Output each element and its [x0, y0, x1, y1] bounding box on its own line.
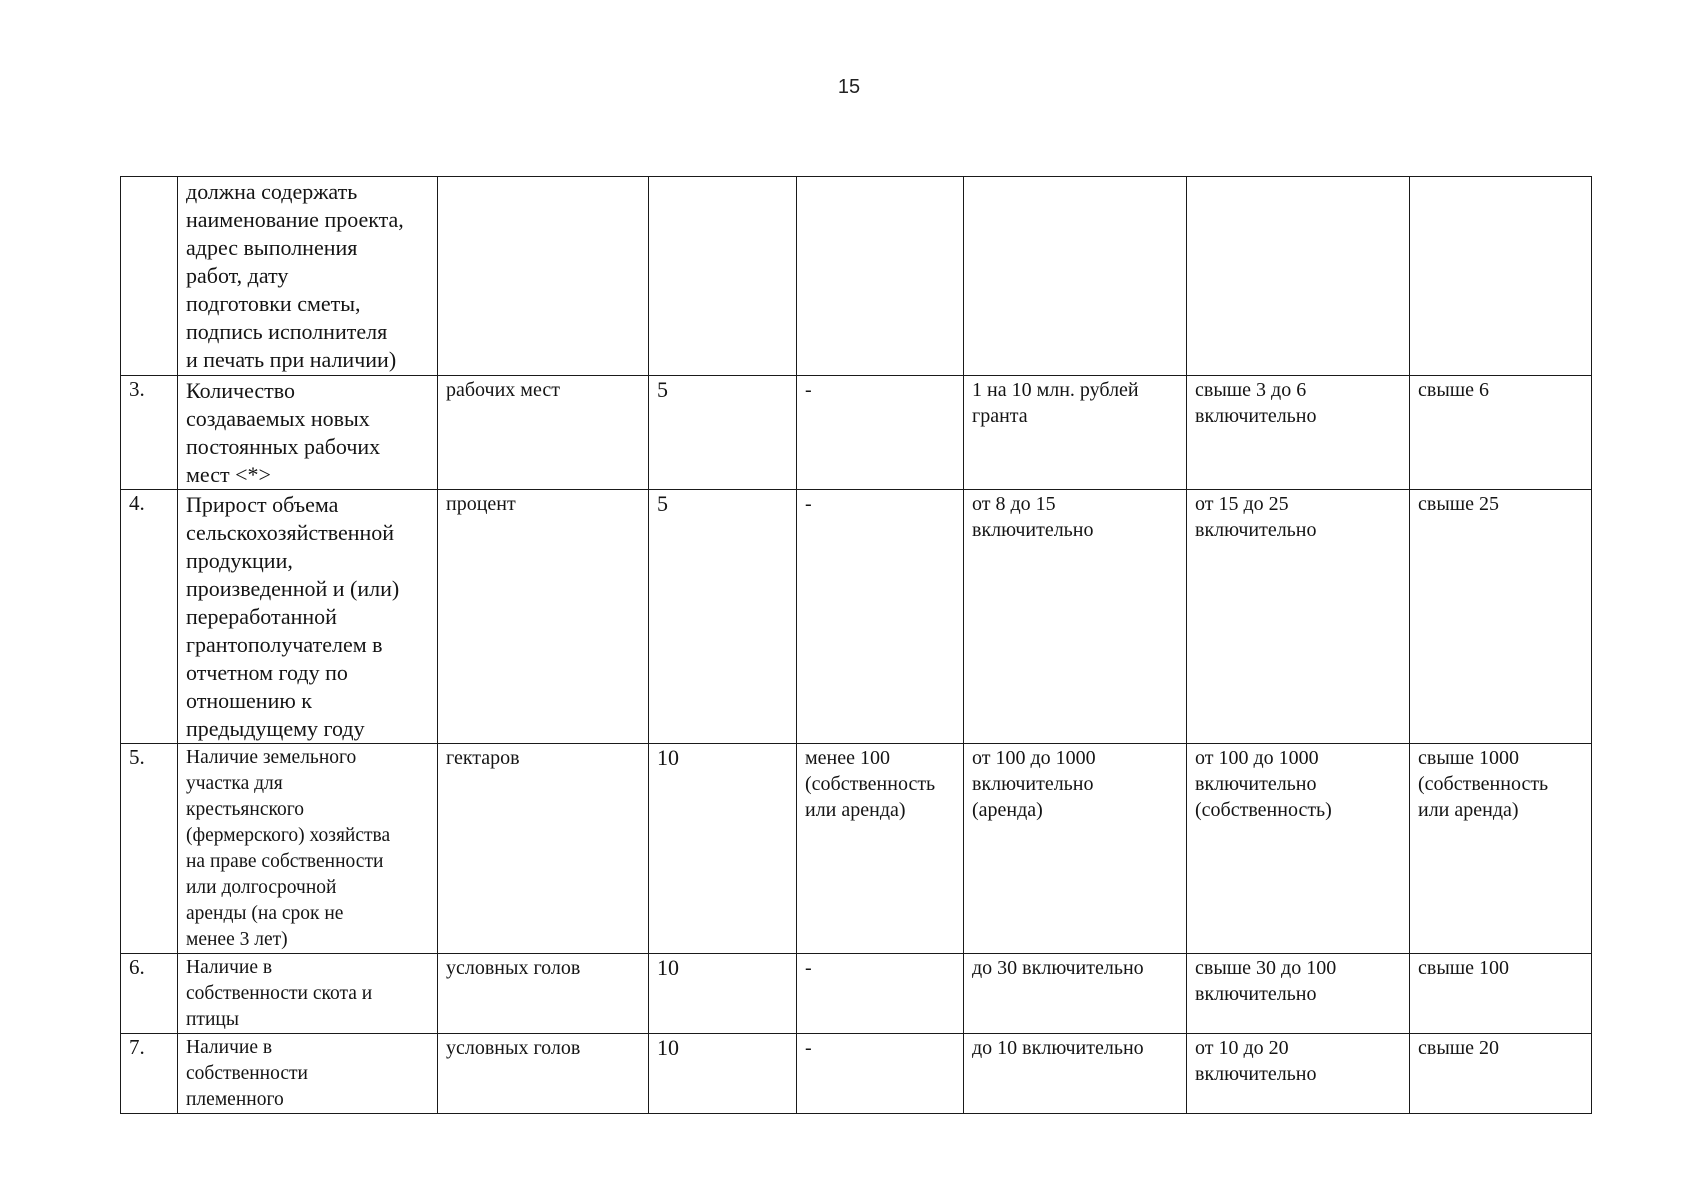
weight-cell: 10 [649, 744, 797, 954]
weight-cell: 10 [649, 954, 797, 1034]
unit-cell [438, 177, 649, 376]
score-3-cell [1410, 177, 1592, 376]
score-2-cell: от 10 до 20 включительно [1187, 1034, 1410, 1114]
criteria-table [120, 176, 1592, 1114]
unit-cell: условных голов [438, 954, 649, 1034]
page-number: 15 [837, 76, 861, 98]
table-row [121, 490, 1592, 744]
score-1-cell: до 10 включительно [964, 1034, 1187, 1114]
row-number: 3. [121, 376, 178, 490]
weight-cell: 5 [649, 490, 797, 744]
table-row [121, 744, 1592, 954]
score-3-cell: свыше 25 [1410, 490, 1592, 744]
criterion-name: Прирост объема сельскохозяйственной продукции, произведенной и (или) переработанной грантополучателем в отчетном году по отношению к предыдущему году [178, 490, 438, 744]
table-row [121, 1034, 1592, 1114]
row-number [121, 177, 178, 376]
score-0-cell: - [797, 490, 964, 744]
score-3-cell: свыше 6 [1410, 376, 1592, 490]
row-number: 4. [121, 490, 178, 744]
weight-cell: 10 [649, 1034, 797, 1114]
unit-cell: рабочих мест [438, 376, 649, 490]
score-0-cell: - [797, 1034, 964, 1114]
table-row [121, 177, 1592, 376]
score-0-cell: - [797, 954, 964, 1034]
criterion-name: Наличие в собственности скота и птицы [178, 954, 438, 1034]
row-number: 6. [121, 954, 178, 1034]
table-row [121, 376, 1592, 490]
unit-cell: гектаров [438, 744, 649, 954]
score-2-cell: свыше 3 до 6 включительно [1187, 376, 1410, 490]
score-2-cell [1187, 177, 1410, 376]
score-1-cell: от 8 до 15 включительно [964, 490, 1187, 744]
score-0-cell: менее 100 (собственность или аренда) [797, 744, 964, 954]
score-1-cell [964, 177, 1187, 376]
unit-cell: условных голов [438, 1034, 649, 1114]
criterion-name: Наличие в собственности племенного [178, 1034, 438, 1114]
score-3-cell: свыше 20 [1410, 1034, 1592, 1114]
score-3-cell: свыше 100 [1410, 954, 1592, 1034]
row-number: 5. [121, 744, 178, 954]
score-2-cell: от 15 до 25 включительно [1187, 490, 1410, 744]
criterion-name: Наличие земельного участка для крестьянского (фермерского) хозяйства на праве собственности или долгосрочной аренды (на срок не менее 3 лет) [178, 744, 438, 954]
row-number: 7. [121, 1034, 178, 1114]
weight-cell [649, 177, 797, 376]
table-row [121, 954, 1592, 1034]
score-0-cell [797, 177, 964, 376]
score-1-cell: от 100 до 1000 включительно (аренда) [964, 744, 1187, 954]
score-2-cell: от 100 до 1000 включительно (собственность) [1187, 744, 1410, 954]
score-1-cell: до 30 включительно [964, 954, 1187, 1034]
criterion-name: Количество создаваемых новых постоянных рабочих мест <*> [178, 376, 438, 490]
unit-cell: процент [438, 490, 649, 744]
criterion-name: должна содержать наименование проекта, адрес выполнения работ, дату подготовки сметы, подпись исполнителя и печать при наличии) [178, 177, 438, 376]
score-2-cell: свыше 30 до 100 включительно [1187, 954, 1410, 1034]
score-1-cell: 1 на 10 млн. рублей гранта [964, 376, 1187, 490]
weight-cell: 5 [649, 376, 797, 490]
score-0-cell: - [797, 376, 964, 490]
score-3-cell: свыше 1000 (собственность или аренда) [1410, 744, 1592, 954]
